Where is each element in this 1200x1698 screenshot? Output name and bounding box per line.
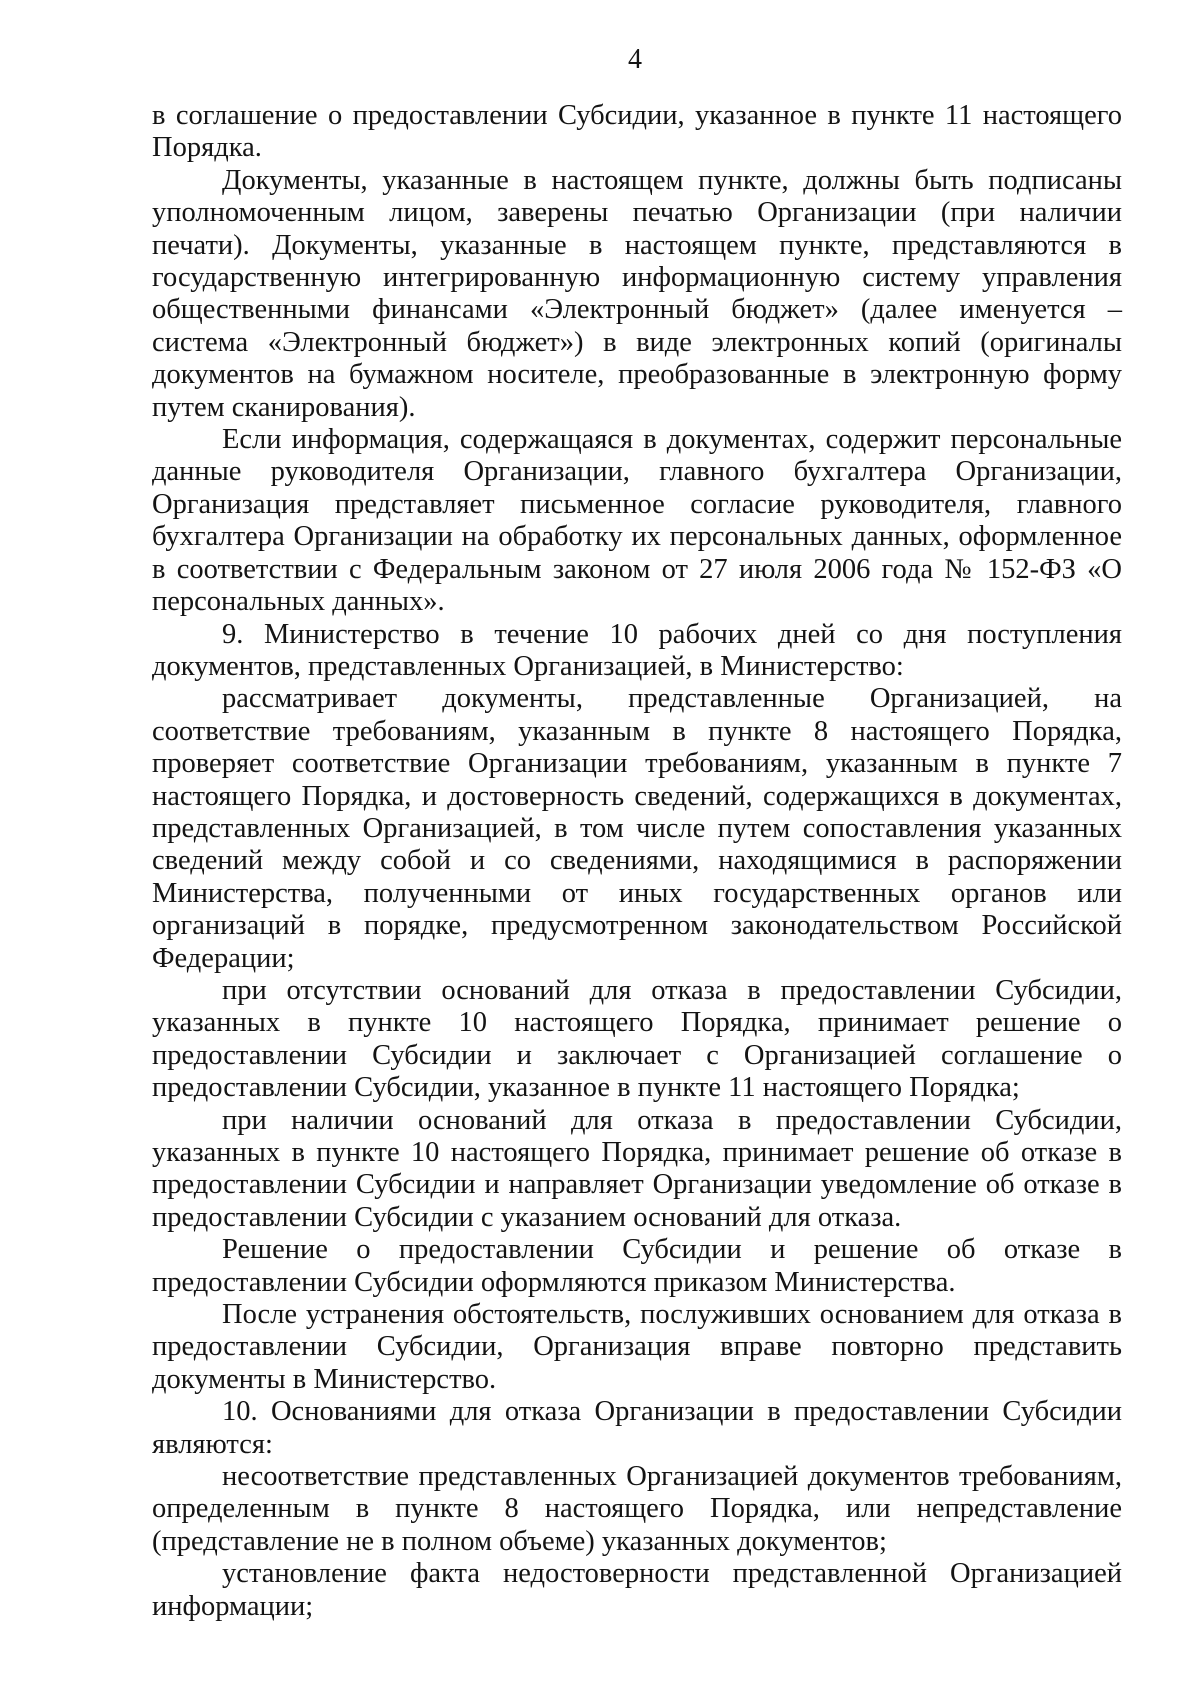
paragraph-documents-signed: Документы, указанные в настоящем пункте, должны быть подписаны уполномоченным лицом, заверены печатью Организации (при наличии печати). Документы, указанные в настоящем пункте, представляются в государственную интегрированную информационную систему управления общественными финансами «Электронный бюджет» (далее именуется – система «Электронный бюджет») в виде электронных копий (оригиналы документов на бумажном носителе, преобразованные в электронную форму путем сканирования). [152, 164, 1122, 423]
paragraph-grant-decision: при отсутствии оснований для отказа в предоставлении Субсидии, указанных в пункте 10 настоящего Порядка, принимает решение о предоставлении Субсидии и заключает с Организацией соглашение о предоставлении Субсидии, указанное в пункте 11 настоящего Порядка; [152, 974, 1122, 1104]
document-body [152, 100, 1122, 1623]
paragraph-resubmission: После устранения обстоятельств, послуживших основанием для отказа в предоставлении Субсидии, Организация вправе повторно представить документы в Министерство. [152, 1299, 1122, 1395]
paragraph-reviews-documents: рассматривает документы, представленные Организацией, на соответствие требованиям, указанным в пункте 8 настоящего Порядка, проверяет соответствие Организации требованиям, указанным в пункте 7 настоящего Порядка, и достоверность сведений, содержащихся в документах, представленных Организацией, в том числе путем сопоставления указанных сведений между собой и со сведениями, находящимися в распоряжении Министерства, полученными от иных государственных органов или организаций в порядке, предусмотренном законодательством Российской Федерации; [152, 683, 1122, 974]
paragraph-decision-order: Решение о предоставлении Субсидии и решение об отказе в предоставлении Субсидии оформляются приказом Министерства. [152, 1234, 1122, 1298]
paragraph-refusal-decision: при наличии оснований для отказа в предоставлении Субсидии, указанных в пункте 10 настоящего Порядка, принимает решение об отказе в предоставлении Субсидии и направляет Организации уведомление об отказе в предоставлении Субсидии с указанием оснований для отказа. [152, 1104, 1122, 1233]
paragraph-personal-data: Если информация, содержащаяся в документах, содержит персональные данные руководителя Организации, главного бухгалтера Организации, Организация представляет письменное согласие руководителя, главного бухгалтера Организации на обработку их персональных данных, оформленное в соответствии с Федеральным законом от 27 июля 2006 года № 152-ФЗ «О персональных данных». [152, 424, 1122, 618]
paragraph-clause-10: 10. Основаниями для отказа Организации в предоставлении Субсидии являются: [152, 1396, 1122, 1460]
paragraph-unreliable-info: установление факта недостоверности представленной Организацией информации; [152, 1558, 1122, 1622]
paragraph-continuation: в соглашение о предоставлении Субсидии, указанное в пункте 11 настоящего Порядка. [152, 100, 1122, 164]
paragraph-clause-9: 9. Министерство в течение 10 рабочих дней со дня поступления документов, представленных Организацией, в Министерство: [152, 618, 1122, 682]
paragraph-nonconformity: несоответствие представленных Организацией документов требованиям, определенным в пункте 8 настоящего Порядка, или непредставление (представление не в полном объеме) указанных документов; [152, 1461, 1122, 1557]
page-number: 4 [628, 44, 642, 75]
